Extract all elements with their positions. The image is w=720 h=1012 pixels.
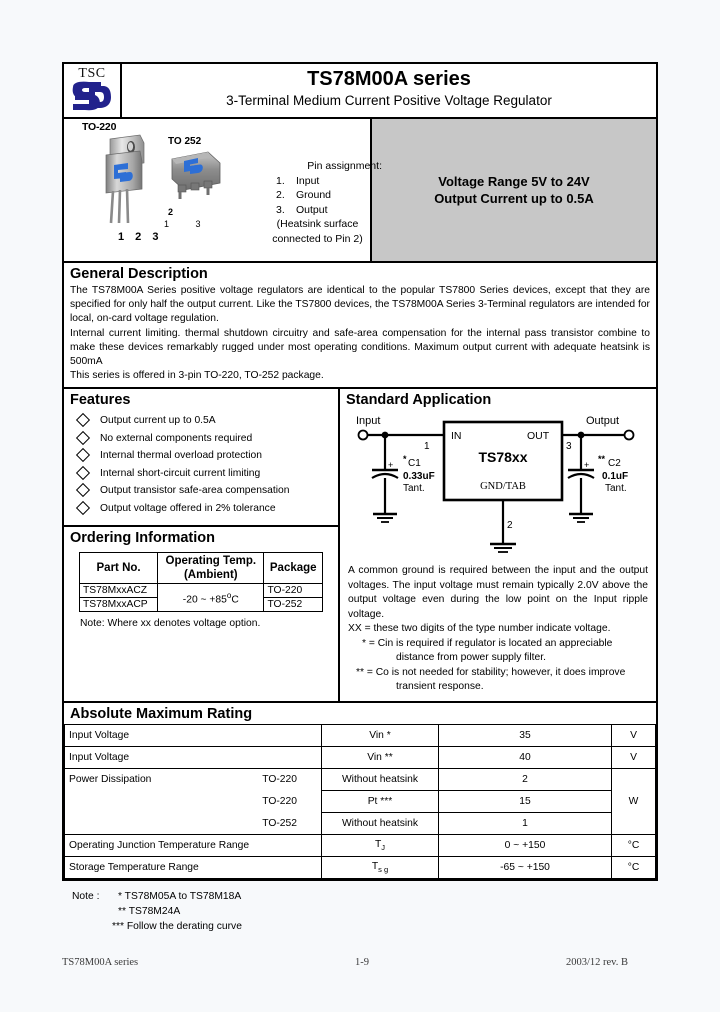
temp-unit: C	[231, 594, 239, 606]
table-row	[65, 724, 656, 746]
company-logo-cell	[64, 64, 122, 117]
note-1-text: * TS78M05A to TS78M18A	[118, 891, 242, 902]
table-row	[65, 790, 656, 812]
amr-value-3: 2	[439, 768, 612, 790]
input-label: Input	[356, 415, 381, 428]
table-row	[65, 746, 656, 768]
standard-application-title: Standard Application	[346, 392, 492, 409]
application-note-star1: * = Cin is required if regulator is located an appreciable	[362, 637, 613, 649]
pin-assignment-block	[250, 159, 385, 246]
page-title: TS78M00A series	[307, 68, 471, 90]
pin2-number: 2	[507, 520, 513, 532]
amr-param-3: Power Dissipation	[69, 774, 152, 786]
table-row	[65, 768, 656, 790]
diamond-bullet-icon	[76, 466, 90, 480]
to220-pin-numbers: 1 2 3	[118, 231, 163, 243]
ic-gnd-label: GND/TAB	[480, 481, 526, 493]
general-description-paragraph-1: The TS78M00A Series positive voltage regulators are identical to the popular TS7800 Series devices, except that they are specified for only half the output current. Like the TS7800 devices, the TS78M00A Series 3-Terminal regulators are intended for local, on-card voltage regulation.	[70, 285, 650, 325]
feature-item	[64, 430, 338, 448]
c2-type: Tant.	[605, 483, 627, 495]
c2-name: C2	[608, 458, 621, 470]
amr-unit-6: °C	[612, 834, 656, 856]
page-header	[64, 64, 656, 119]
heatsink-note-line-1: (Heatsink surface	[276, 218, 359, 230]
amr-value-5: 1	[439, 812, 612, 834]
tstg-subscript: s g	[378, 864, 389, 874]
absolute-maximum-rating-notes	[66, 886, 632, 934]
absolute-maximum-rating-section	[64, 703, 656, 879]
cell-package-2: TO-252	[264, 598, 323, 612]
amr-value-4: 15	[439, 790, 612, 812]
amr-param-2: Input Voltage	[65, 746, 322, 768]
c2-star: **	[598, 454, 606, 465]
diamond-bullet-icon	[76, 501, 90, 515]
amr-value-7: -65 ~ +150	[439, 856, 612, 878]
diamond-bullet-icon	[76, 413, 90, 427]
notes-line-1	[72, 889, 632, 904]
application-note-paragraph: A common ground is required between the input and the output voltages. The input voltage must remain typically 2.0V above the output voltage even during the low point on the Input ripple voltage.	[348, 565, 648, 620]
footer-page-number: 1-9	[355, 957, 369, 968]
features-section	[64, 389, 338, 525]
tsc-logo	[68, 67, 116, 115]
to252-label: TO 252	[168, 136, 202, 147]
table-row	[65, 812, 656, 834]
absolute-maximum-rating-title: Absolute Maximum Rating	[70, 705, 253, 722]
c1-polarity: +	[388, 460, 394, 471]
feature-text: Output current up to 0.5A	[100, 415, 216, 427]
features-and-application-row	[64, 389, 656, 703]
diamond-bullet-icon	[76, 448, 90, 462]
cell-part-no-1: TS78MxxACZ	[80, 584, 158, 598]
note-3-text: *** Follow the derating curve	[112, 921, 242, 932]
feature-text: Internal thermal overload protection	[100, 450, 262, 462]
amr-symbol-7	[322, 856, 439, 878]
pin-assignment-title: Pin assignment:	[307, 160, 382, 172]
tsc-logo-text: TSC	[78, 66, 106, 81]
ic-name-label: TS78xx	[478, 449, 528, 466]
regulator-circuit-schematic	[344, 410, 654, 560]
notes-label: Note :	[72, 891, 100, 902]
cell-part-no-2: TS78MxxACP	[80, 598, 158, 612]
pin-name-1: Input	[296, 174, 320, 187]
cell-package-1: TO-220	[264, 584, 323, 598]
c2-polarity: +	[584, 460, 590, 471]
feature-item	[64, 447, 338, 465]
tj-subscript: J	[381, 842, 386, 852]
amr-symbol-4: Pt ***	[322, 790, 439, 812]
right-column	[340, 389, 656, 701]
feature-text: Output transistor safe-area compensation	[100, 485, 290, 497]
to220-label: TO-220	[82, 121, 117, 133]
amr-value-2: 40	[439, 746, 612, 768]
page-footer	[62, 957, 658, 968]
diamond-bullet-icon	[76, 431, 90, 445]
amr-symbol-1: Vin *	[322, 724, 439, 746]
amr-value-6: 0 ~ +150	[439, 834, 612, 856]
feature-text: Internal short-circuit current limiting	[100, 467, 261, 479]
standard-application-circuit	[340, 410, 656, 562]
amr-param-7: Storage Temperature Range	[65, 856, 322, 878]
voltage-range-line: Voltage Range 5V to 24V	[438, 174, 590, 189]
page-subtitle: 3-Terminal Medium Current Positive Voltage Regulator	[226, 93, 552, 108]
highlight-text	[434, 173, 594, 207]
operating-temp-line2: (Ambient)	[183, 569, 238, 582]
pin-row-1	[250, 174, 385, 189]
column-header-part-no: Part No.	[80, 553, 158, 584]
general-description-body	[64, 284, 656, 387]
tsc-logo-mark	[69, 80, 115, 112]
amr-param-3-cell	[65, 768, 322, 790]
ordering-information-section	[64, 525, 338, 635]
amr-unit-1: V	[612, 724, 656, 746]
operating-temp-line1: Operating Temp.	[165, 555, 257, 568]
pin-row-3	[250, 203, 385, 218]
temp-degree-symbol: o	[226, 590, 232, 600]
highlight-panel	[372, 119, 656, 261]
pin1-number: 1	[424, 441, 430, 453]
to252-pin-number-2: 2	[168, 207, 174, 217]
amr-package-3: TO-220	[262, 774, 297, 786]
table-row	[65, 834, 656, 856]
amr-param-1: Input Voltage	[65, 724, 322, 746]
to252-package-icon	[164, 149, 226, 207]
datasheet-sheet	[62, 62, 658, 881]
feature-item	[64, 465, 338, 483]
amr-symbol-6	[322, 834, 439, 856]
amr-value-1: 35	[439, 724, 612, 746]
output-label: Output	[586, 415, 620, 428]
feature-text: No external components required	[100, 432, 253, 444]
left-column	[64, 389, 340, 701]
feature-item	[64, 482, 338, 500]
tj-base: T	[374, 838, 382, 850]
application-note-star1b: distance from power supply filter.	[396, 652, 546, 664]
to252-pin-numbers-1-3: 1 3	[164, 219, 213, 229]
ic-out-label: OUT	[527, 430, 550, 443]
c1-star: *	[403, 454, 407, 465]
amr-symbol-2: Vin **	[322, 746, 439, 768]
application-note-star2: ** = Co is not needed for stability; however, it does improve	[356, 666, 626, 678]
heatsink-note-line-2: connected to Pin 2)	[272, 232, 363, 245]
ordering-information-table	[79, 552, 323, 612]
amr-unit-7: °C	[612, 856, 656, 878]
feature-text: Output voltage offered in 2% tolerance	[100, 502, 276, 514]
general-description-paragraph-3: This series is offered in 3-pin TO-220, TO-252 package.	[70, 370, 324, 382]
ordering-information-title: Ordering Information	[70, 530, 215, 547]
title-cell	[122, 64, 656, 117]
c2-value: 0.1uF	[602, 471, 629, 483]
amr-symbol-5: Without heatsink	[322, 812, 439, 834]
general-description-section	[64, 263, 656, 389]
general-description-paragraph-2: Internal current limiting. thermal shutdown circuitry and safe-area compensation for the internal pass transistor combine to make these devices remarkably rugged under most operating conditions. Maximum output current with adequate heatsink is 500mA	[70, 327, 650, 368]
column-header-operating-temp	[158, 553, 264, 584]
table-row	[80, 584, 323, 598]
application-note-star2b: transient response.	[396, 681, 484, 693]
package-illustration-panel	[64, 119, 382, 261]
ic-in-label: IN	[451, 430, 462, 443]
pin-number-3: 3.	[276, 203, 285, 216]
amr-unit-2: V	[612, 746, 656, 768]
application-note-block	[340, 562, 656, 701]
amr-package-5: TO-252	[65, 812, 322, 834]
feature-item	[64, 412, 338, 430]
general-description-title: General Description	[70, 266, 208, 282]
tstg-base: T	[371, 860, 379, 872]
application-note-xx-line: XX = these two digits of the type number indicate voltage.	[348, 623, 611, 635]
amr-param-6: Operating Junction Temperature Range	[65, 834, 322, 856]
features-list	[64, 410, 338, 525]
table-row	[65, 856, 656, 878]
pin-number-1: 1.	[276, 174, 285, 187]
feature-item	[64, 500, 338, 518]
pin-name-2: Ground	[296, 189, 332, 201]
table-header-row	[80, 553, 323, 584]
notes-line-2	[72, 904, 632, 919]
package-and-highlight-row	[64, 119, 656, 263]
diamond-bullet-icon	[76, 483, 90, 497]
temp-range-value: -20 ~ +85	[182, 594, 227, 606]
column-header-package: Package	[264, 553, 323, 584]
pin-row-2	[250, 188, 385, 203]
c1-value: 0.33uF	[403, 471, 435, 483]
footer-series-name: TS78M00A series	[62, 957, 139, 968]
note-2-text: ** TS78M24A	[118, 906, 181, 917]
amr-symbol-3: Without heatsink	[322, 768, 439, 790]
notes-line-3	[72, 919, 632, 934]
pin3-number: 3	[566, 441, 572, 453]
c1-type: Tant.	[403, 483, 425, 495]
ordering-information-note: Note: Where xx denotes voltage option.	[80, 618, 261, 630]
absolute-maximum-rating-table	[64, 724, 656, 879]
to220-package-icon	[94, 133, 166, 233]
features-title: Features	[70, 392, 131, 409]
c1-name: C1	[408, 458, 421, 470]
cell-operating-temp	[158, 584, 264, 612]
amr-unit-3: W	[612, 768, 656, 834]
amr-package-4: TO-220	[65, 790, 322, 812]
pin-name-3: Output	[296, 203, 328, 216]
footer-revision: 2003/12 rev. B	[565, 957, 628, 968]
output-current-line: Output Current up to 0.5A	[434, 191, 594, 206]
pin-number-2: 2.	[276, 189, 285, 201]
